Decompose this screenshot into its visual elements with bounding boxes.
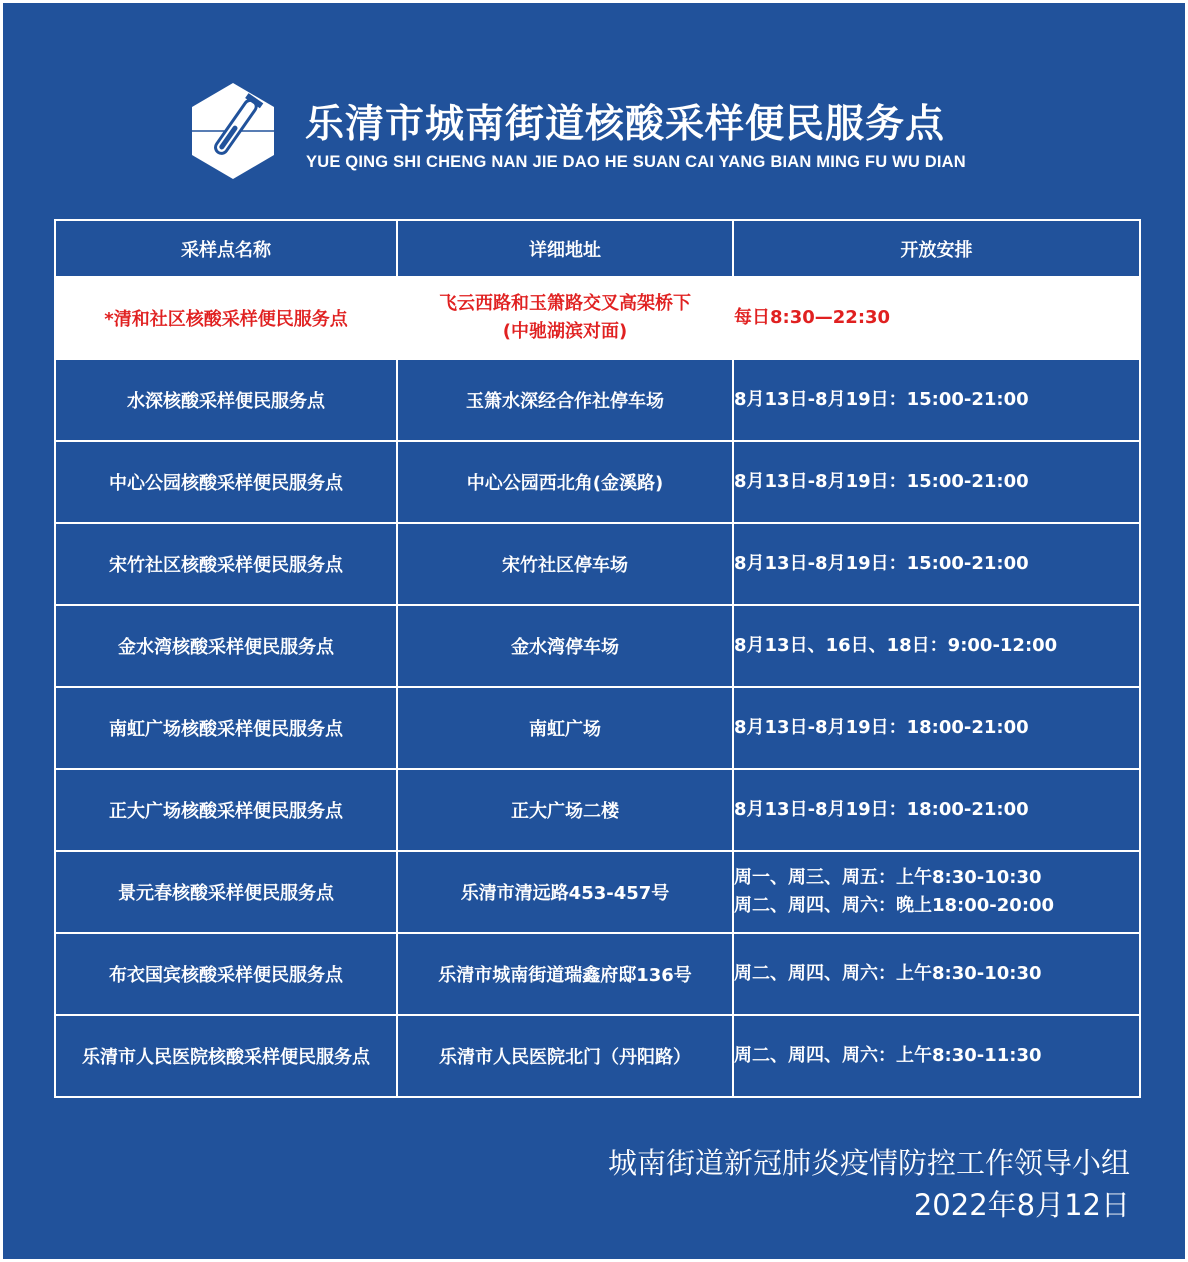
site-address: 正大广场二楼 — [397, 769, 733, 851]
table-row — [55, 359, 1140, 441]
table-row — [55, 933, 1140, 1015]
site-address: 乐清市城南街道瑞鑫府邸136号 — [397, 933, 733, 1015]
site-name: 水深核酸采样便民服务点 — [55, 359, 397, 441]
table-row — [55, 851, 1140, 933]
table-row — [55, 687, 1140, 769]
table-row — [55, 441, 1140, 523]
site-hours: 每日8:30—22:30 — [733, 277, 1140, 359]
site-hours — [733, 851, 1140, 933]
issue-date: 2022年8月12日 — [913, 1188, 1130, 1222]
site-hours: 8月13日-8月19日：15:00-21:00 — [733, 441, 1140, 523]
site-name: 正大广场核酸采样便民服务点 — [55, 769, 397, 851]
site-name: *清和社区核酸采样便民服务点 — [55, 277, 397, 359]
sampling-sites-table — [54, 219, 1141, 1098]
site-name: 布衣国宾核酸采样便民服务点 — [55, 933, 397, 1015]
column-header-name: 采样点名称 — [55, 220, 397, 277]
site-name: 金水湾核酸采样便民服务点 — [55, 605, 397, 687]
site-name: 中心公园核酸采样便民服务点 — [55, 441, 397, 523]
site-address: 宋竹社区停车场 — [397, 523, 733, 605]
table-row — [55, 769, 1140, 851]
site-address — [397, 277, 733, 359]
site-address: 中心公园西北角(金溪路) — [397, 441, 733, 523]
table-row — [55, 277, 1140, 359]
table-header-row — [55, 220, 1140, 277]
site-address: 乐清市人民医院北门（丹阳路） — [397, 1015, 733, 1097]
site-hours: 8月13日-8月19日：18:00-21:00 — [733, 769, 1140, 851]
site-address: 金水湾停车场 — [397, 605, 733, 687]
header — [188, 81, 1038, 181]
hours-line: 周一、周三、周五：上午8:30-10:30 — [734, 867, 1042, 888]
site-name: 南虹广场核酸采样便民服务点 — [55, 687, 397, 769]
site-hours: 周二、周四、周六：上午8:30-11:30 — [733, 1015, 1140, 1097]
site-hours: 8月13日-8月19日：18:00-21:00 — [733, 687, 1140, 769]
table-row — [55, 523, 1140, 605]
poster — [3, 3, 1185, 1259]
site-address: 玉箫水深经合作社停车场 — [397, 359, 733, 441]
site-hours: 8月13日-8月19日：15:00-21:00 — [733, 359, 1140, 441]
page-title: 乐清市城南街道核酸采样便民服务点 — [305, 102, 946, 147]
issuing-organization: 城南街道新冠肺炎疫情防控工作领导小组 — [607, 1146, 1130, 1180]
column-header-address: 详细地址 — [397, 220, 733, 277]
address-line: (中驰湖滨对面) — [502, 321, 628, 342]
site-hours: 8月13日-8月19日：15:00-21:00 — [733, 523, 1140, 605]
hours-line: 周二、周四、周六：晚上18:00-20:00 — [734, 895, 1055, 916]
test-tube-icon — [188, 81, 278, 181]
site-name: 乐清市人民医院核酸采样便民服务点 — [55, 1015, 397, 1097]
table-row — [55, 605, 1140, 687]
site-hours: 周二、周四、周六：上午8:30-10:30 — [733, 933, 1140, 1015]
table-row — [55, 1015, 1140, 1097]
site-name: 宋竹社区核酸采样便民服务点 — [55, 523, 397, 605]
site-name: 景元春核酸采样便民服务点 — [55, 851, 397, 933]
site-address: 乐清市清远路453-457号 — [397, 851, 733, 933]
column-header-hours: 开放安排 — [733, 220, 1140, 277]
page-subtitle: YUE QING SHI CHENG NAN JIE DAO HE SUAN CAI YANG BIAN MING FU WU DIAN — [306, 153, 966, 171]
site-hours: 8月13日、16日、18日：9:00-12:00 — [733, 605, 1140, 687]
site-address: 南虹广场 — [397, 687, 733, 769]
address-line: 飞云西路和玉箫路交叉高架桥下 — [439, 293, 691, 314]
